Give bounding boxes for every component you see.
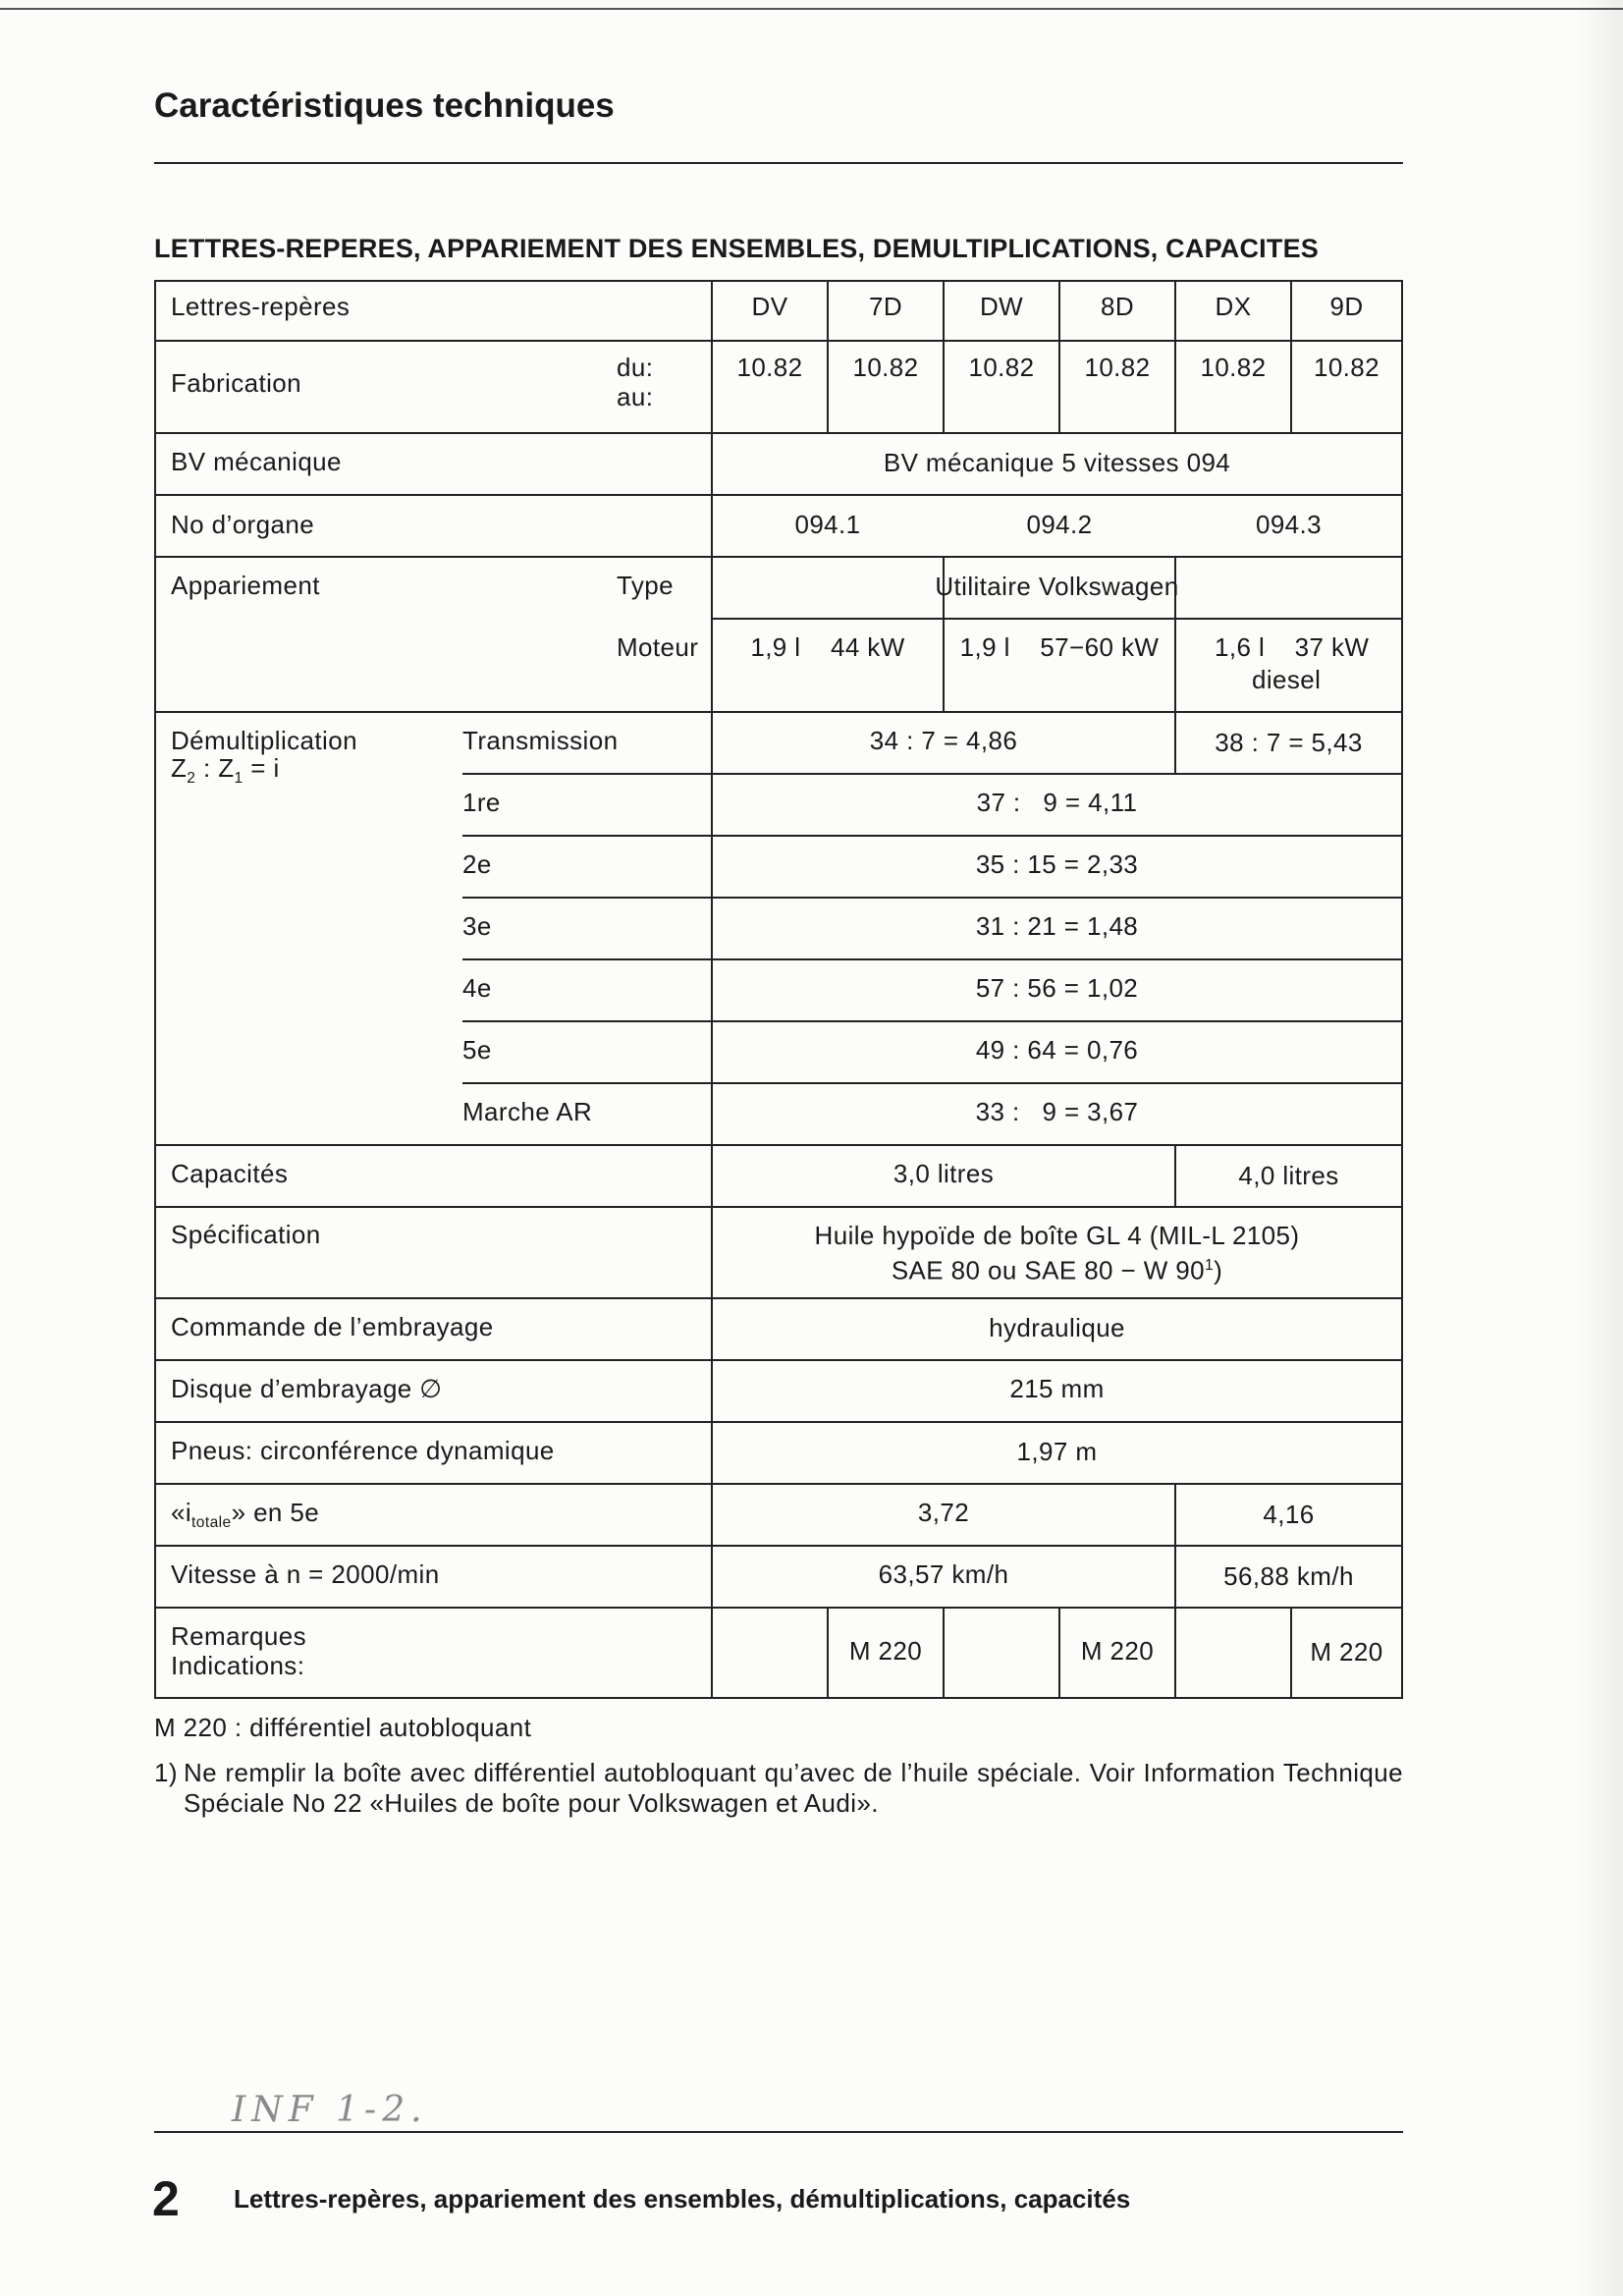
gear-label: 1re: [462, 788, 501, 817]
row-rule: [713, 618, 1401, 620]
moteur-value: 1,9 l 44 kW: [750, 632, 905, 662]
footer-rule: [154, 2131, 1403, 2133]
row-rule: [462, 835, 1401, 837]
vitesse-value: 63,57 km/h: [878, 1559, 1009, 1589]
code-cell: 9D: [1329, 292, 1364, 321]
col-rule: [1174, 1607, 1176, 1697]
title-rule: [154, 162, 1403, 164]
section-title: LETTRES-REPERES, APPARIEMENT DES ENSEMBLES, DEMULTIPLICATIONS, CAPACITES: [154, 234, 1319, 263]
row-rule: [156, 494, 1401, 496]
col-rule: [1174, 618, 1176, 711]
footnote-m220: M 220 : différentiel autobloquant: [154, 1713, 532, 1742]
handwritten-note: INF 1-2.: [232, 2090, 428, 2130]
organe-value: 094.2: [1026, 510, 1093, 539]
gear-label: 2e: [462, 849, 492, 879]
row-rule: [462, 958, 1401, 960]
row-rule: [156, 1359, 1401, 1361]
remarque-value: M 220: [848, 1636, 923, 1666]
vitesse-label: Vitesse à n = 2000/min: [171, 1559, 440, 1589]
row-rule: [156, 1206, 1401, 1208]
row-rule: [462, 1082, 1401, 1084]
row-rule: [156, 1483, 1401, 1485]
row-rule: [156, 1607, 1401, 1609]
remarques-label: Remarques: [171, 1621, 306, 1651]
fabrication-date: 10.82: [968, 353, 1035, 382]
organe-label: No d’organe: [171, 510, 315, 539]
row-rule: [156, 711, 1401, 713]
demultiplication-label: Démultiplication: [171, 726, 357, 755]
bv-value: BV mécanique 5 vitesses 094: [883, 448, 1231, 477]
col-rule: [943, 1607, 945, 1697]
codes-label: Lettres-repères: [171, 292, 351, 321]
row-rule: [156, 556, 1401, 558]
gear-label: 4e: [462, 973, 492, 1003]
fabrication-label: Fabrication: [171, 368, 302, 398]
disque-label: Disque d’embrayage ∅: [171, 1374, 443, 1403]
row-rule: [462, 1020, 1401, 1022]
fabrication-du: du:: [617, 353, 654, 382]
organe-value: 094.1: [794, 510, 861, 539]
transmission-label: Transmission: [462, 726, 619, 755]
type-value: Utilitaire Volkswagen: [935, 572, 1179, 601]
fabrication-date: 10.82: [736, 353, 803, 382]
footnote-mark: 1): [154, 1758, 178, 1787]
transmission-value: 38 : 7 = 5,43: [1215, 728, 1363, 757]
itotale-value: 4,16: [1263, 1500, 1315, 1529]
moteur-value: 1,6 l 37 kW: [1215, 632, 1370, 662]
code-cell: DX: [1215, 292, 1252, 321]
fabrication-date: 10.82: [1084, 353, 1151, 382]
code-cell: 8D: [1100, 292, 1135, 321]
capacites-label: Capacités: [171, 1159, 289, 1188]
itotale-label: «$i_{totale}$» en 5e: [171, 1498, 320, 1532]
specification-line1: Huile hypoïde de boîte GL 4 (MIL-L 2105): [814, 1221, 1300, 1250]
itotale-value: 3,72: [917, 1498, 970, 1527]
fabrication-au: au:: [617, 382, 654, 411]
row-rule: [156, 340, 1401, 342]
type-label: Type: [617, 571, 674, 600]
specification-label: Spécification: [171, 1220, 321, 1249]
row-rule: [156, 432, 1401, 434]
indications-label: Indications:: [171, 1651, 305, 1680]
pneus-label: Pneus: circonférence dynamique: [171, 1436, 555, 1465]
fabrication-date: 10.82: [1313, 353, 1380, 382]
footnote-1: [154, 1758, 1403, 1819]
row-rule: [156, 1297, 1401, 1299]
remarque-value: M 220: [1310, 1637, 1383, 1667]
code-cell: DV: [751, 292, 788, 321]
gear-label: Marche AR: [462, 1097, 593, 1126]
remarque-value: M 220: [1080, 1636, 1155, 1666]
row-rule: [462, 773, 1401, 775]
pneus-value: 1,97 m: [1016, 1437, 1098, 1466]
footnote-text: Ne remplir la boîte avec différentiel autobloquant qu’avec de l’huile spéciale. Voir Information Technique Spéciale No 22 «Huiles de boîte pour Volkswagen et Audi».: [184, 1758, 1403, 1818]
embrayage-cmd-label: Commande de l’embrayage: [171, 1312, 494, 1341]
moteur-label: Moteur: [617, 632, 699, 662]
code-cell: 7D: [868, 292, 903, 321]
demultiplication-formula: $Z_2$ : $Z_1 = i$: [171, 753, 280, 788]
gear-label: 5e: [462, 1035, 492, 1065]
page-number: 2: [152, 2171, 180, 2226]
capacite-value: 3,0 litres: [893, 1159, 995, 1188]
embrayage-cmd-value: hydraulique: [989, 1313, 1125, 1342]
specification-line2: SAE 80 ou SAE 80 − W $90^1$): [891, 1255, 1223, 1285]
capacite-value: 4,0 litres: [1238, 1161, 1339, 1190]
scan-page-shadow: [1574, 0, 1623, 2296]
fabrication-date: 10.82: [852, 353, 919, 382]
footer-title: Lettres-repères, appariement des ensembles, démultiplications, capacités: [234, 2184, 1131, 2214]
spec-table: [154, 280, 1403, 1699]
moteur-value: 1,9 l 57−60 kW: [959, 632, 1160, 662]
bv-label: BV mécanique: [171, 447, 342, 476]
organe-value: 094.3: [1255, 510, 1323, 539]
row-rule: [156, 1144, 1401, 1146]
code-cell: DW: [979, 292, 1024, 321]
gear-ratio: 33 : 9 = 3,67: [975, 1097, 1139, 1126]
gear-ratio: 57 : 56 = 1,02: [975, 973, 1139, 1003]
gear-ratio: 49 : 64 = 0,76: [975, 1035, 1139, 1065]
moteur-value-diesel: diesel: [1252, 665, 1322, 694]
gear-ratio: 31 : 21 = 1,48: [975, 911, 1139, 941]
row-rule: [156, 1421, 1401, 1423]
row-rule: [156, 1545, 1401, 1547]
disque-value: 215 mm: [1009, 1374, 1105, 1403]
vitesse-value: 56,88 km/h: [1223, 1561, 1354, 1591]
fabrication-date: 10.82: [1200, 353, 1267, 382]
gear-label: 3e: [462, 911, 492, 941]
transmission-value: 34 : 7 = 4,86: [869, 726, 1018, 755]
gear-ratio: 35 : 15 = 2,33: [975, 849, 1139, 879]
scan-top-edge: [0, 8, 1623, 10]
gear-ratio: 37 : 9 = 4,11: [976, 788, 1138, 817]
page-title: Caractéristiques techniques: [154, 86, 615, 125]
appariement-label: Appariement: [171, 571, 320, 600]
row-rule: [462, 897, 1401, 899]
